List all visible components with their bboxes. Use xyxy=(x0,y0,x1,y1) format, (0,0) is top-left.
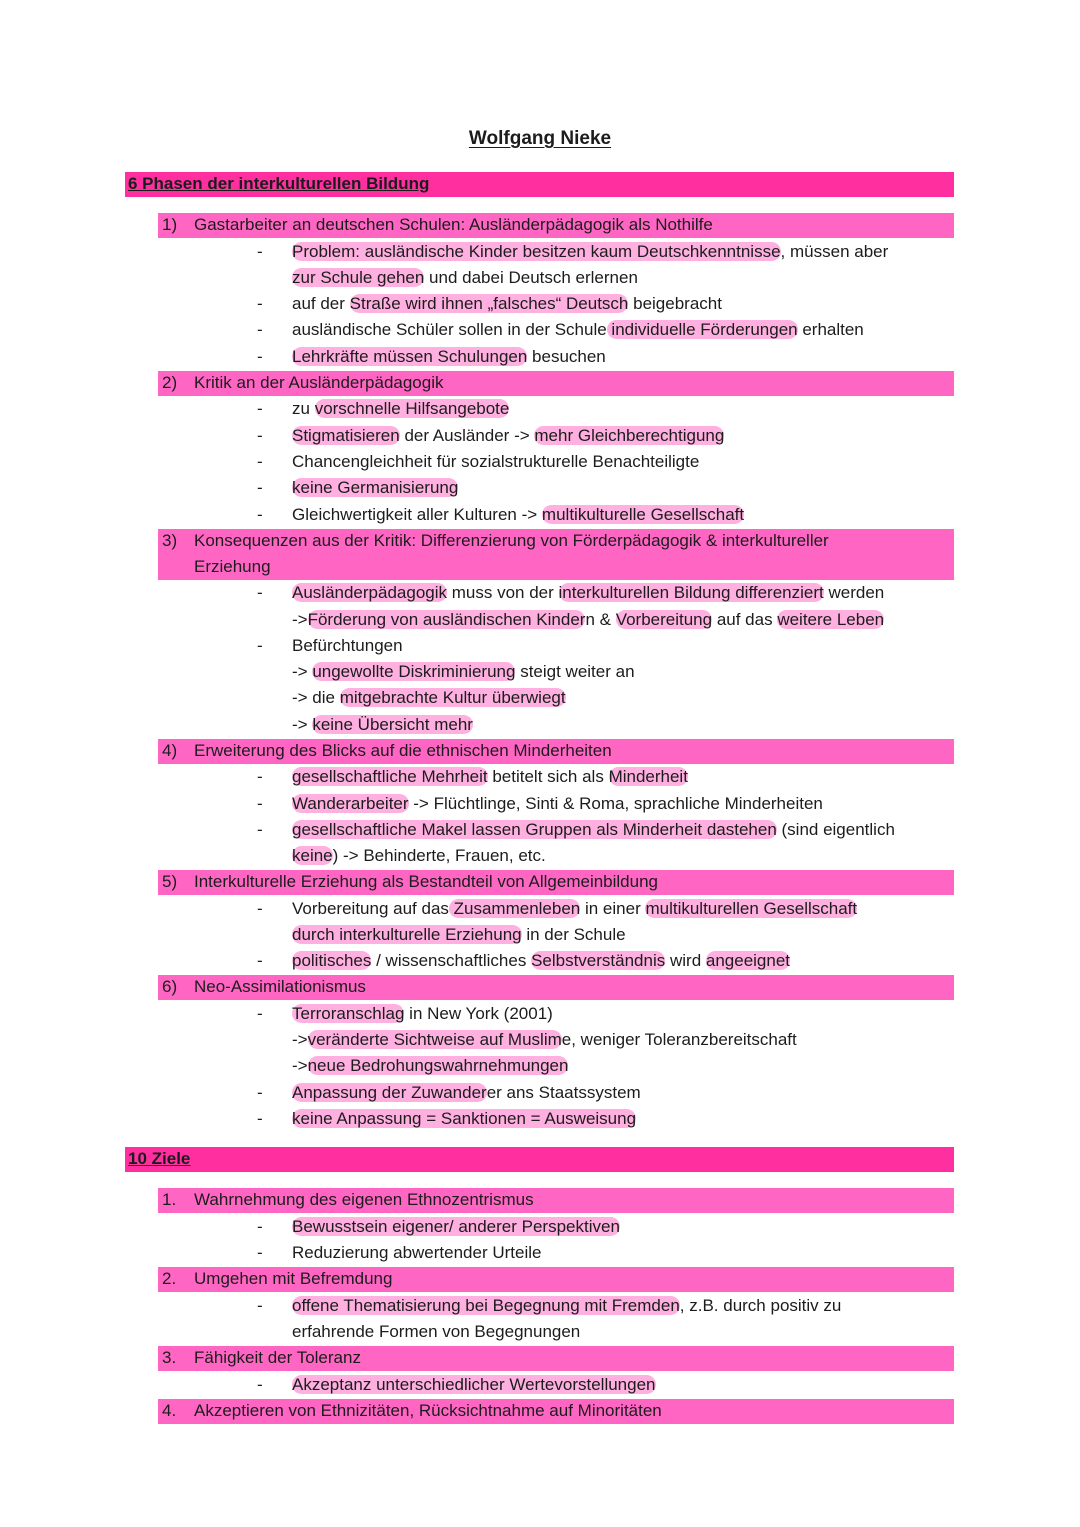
goal-number: 2. xyxy=(162,1269,177,1288)
bullet-item: Ausländerpädagogik muss von der interkulturellen Bildung differenziert werden xyxy=(292,583,885,602)
phase-title: Interkulturelle Erziehung als Bestandteil von Allgemeinbildung xyxy=(194,872,659,891)
bullet-item: politisches / wissenschaftliches Selbstverständnis wird angeeignet xyxy=(292,951,791,970)
bullet-dash: - xyxy=(257,399,263,418)
bullet-item: Problem: ausländische Kinder besitzen kaum Deutschkenntnisse, müssen aber xyxy=(292,242,889,261)
goal-title: Akzeptieren von Ethnizitäten, Rücksichtnahme auf Minoritäten xyxy=(194,1401,662,1420)
bullet-item: Bewusstsein eigener/ anderer Perspektiven xyxy=(292,1217,620,1236)
bullet-dash: - xyxy=(257,636,263,655)
bullet-item: offene Thematisierung bei Begegnung mit Fremden, z.B. durch positiv zu xyxy=(292,1296,842,1315)
phase-number: 1) xyxy=(162,215,178,234)
section-heading: 6 Phasen der interkulturellen Bildung xyxy=(128,174,430,193)
bullet-dash: - xyxy=(257,242,263,261)
bullet-dash: - xyxy=(257,583,263,602)
section-header-phases xyxy=(125,172,954,197)
goal-title: Umgehen mit Befremdung xyxy=(194,1269,393,1288)
phase-number: 6) xyxy=(162,977,178,996)
phase-title: Erweiterung des Blicks auf die ethnischen Minderheiten xyxy=(194,741,612,760)
phase-title: Kritik an der Ausländerpädagogik xyxy=(194,373,444,392)
bullet-dash: - xyxy=(257,478,263,497)
phase-title: Gastarbeiter an deutschen Schulen: Ausländerpädagogik als Nothilfe xyxy=(194,215,713,234)
bullet-item: Terroranschlag in New York (2001) xyxy=(292,1004,553,1023)
goal-number: 4. xyxy=(162,1401,177,1420)
bullet-item: Anpassung der Zuwanderer ans Staatssystem xyxy=(292,1083,641,1102)
bullet-dash: - xyxy=(257,347,263,366)
bullet-dash: - xyxy=(257,1243,263,1262)
goal-title: Fähigkeit der Toleranz xyxy=(194,1348,361,1367)
bullet-dash: - xyxy=(257,505,263,524)
bullet-item: Stigmatisieren der Ausländer -> mehr Gleichberechtigung xyxy=(292,426,725,445)
bullet-dash: - xyxy=(257,951,263,970)
bullet-item: Befürchtungen xyxy=(292,636,403,655)
bullet-item: Akzeptanz unterschiedlicher Wertevorstellungen xyxy=(292,1375,656,1394)
section-heading: 10 Ziele xyxy=(128,1149,191,1168)
section-header-goals xyxy=(125,1147,954,1172)
bullet-dash: - xyxy=(257,820,263,839)
bullet-dash: - xyxy=(257,320,263,339)
phase-title-continuation: Erziehung xyxy=(194,557,271,576)
bullet-continuation: zur Schule gehen und dabei Deutsch erlernen xyxy=(292,268,638,287)
phase-number: 4) xyxy=(162,741,178,760)
bullet-dash: - xyxy=(257,1109,263,1128)
bullet-dash: - xyxy=(257,294,263,313)
goal-number: 1. xyxy=(162,1190,177,1209)
bullet-item: zu vorschnelle Hilfsangebote xyxy=(292,399,510,418)
bullet-item: auf der Straße wird ihnen „falsches“ Deutsch beigebracht xyxy=(292,294,722,313)
bullet-dash: - xyxy=(257,1375,263,1394)
phase-number: 2) xyxy=(162,373,178,392)
bullet-continuation: ->Förderung von ausländischen Kindern & Vorbereitung auf das weitere Leben xyxy=(292,610,885,629)
bullet-dash: - xyxy=(257,452,263,471)
sub-item: ->veränderte Sichtweise auf Muslime, weniger Toleranzbereitschaft xyxy=(292,1030,797,1049)
goal-number: 3. xyxy=(162,1348,177,1367)
bullet-item: Chancengleichheit für sozialstrukturelle Benachteiligte xyxy=(292,452,700,471)
bullet-dash: - xyxy=(257,1296,263,1315)
bullet-dash: - xyxy=(257,794,263,813)
bullet-item: Lehrkräfte müssen Schulungen besuchen xyxy=(292,347,606,366)
bullet-item: gesellschaftliche Mehrheit betitelt sich als Minderheit xyxy=(292,767,688,786)
bullet-item: Gleichwertigkeit aller Kulturen -> multikulturelle Gesellschaft xyxy=(292,505,745,524)
bullet-item: Wanderarbeiter -> Flüchtlinge, Sinti & Roma, sprachliche Minderheiten xyxy=(292,794,823,813)
sub-item: -> die mitgebrachte Kultur überwiegt xyxy=(292,688,566,707)
bullet-dash: - xyxy=(257,899,263,918)
bullet-continuation: erfahrende Formen von Begegnungen xyxy=(292,1322,581,1341)
bullet-continuation: keine) -> Behinderte, Frauen, etc. xyxy=(292,846,546,865)
goal-title: Wahrnehmung des eigenen Ethnozentrismus xyxy=(194,1190,534,1209)
bullet-dash: - xyxy=(257,1004,263,1023)
phase-number: 5) xyxy=(162,872,178,891)
sub-item: -> ungewollte Diskriminierung steigt weiter an xyxy=(292,662,635,681)
sub-item: ->neue Bedrohungswahrnehmungen xyxy=(292,1056,569,1075)
bullet-dash: - xyxy=(257,1083,263,1102)
bullet-item: keine Germanisierung xyxy=(292,478,459,497)
bullet-item: ausländische Schüler sollen in der Schule individuelle Förderungen erhalten xyxy=(292,320,864,339)
phase-title: Neo-Assimilationismus xyxy=(194,977,366,996)
sub-item: -> keine Übersicht mehr xyxy=(292,715,473,734)
bullet-dash: - xyxy=(257,1217,263,1236)
phase-number: 3) xyxy=(162,531,178,550)
bullet-item: gesellschaftliche Makel lassen Gruppen als Minderheit dastehen (sind eigentlich xyxy=(292,820,895,839)
bullet-continuation: durch interkulturelle Erziehung in der Schule xyxy=(292,925,626,944)
phase-title: Konsequenzen aus der Kritik: Differenzierung von Förderpädagogik & interkultureller xyxy=(194,531,829,550)
bullet-item: keine Anpassung = Sanktionen = Ausweisung xyxy=(292,1109,637,1128)
page-title: Wolfgang Nieke xyxy=(468,128,612,149)
bullet-dash: - xyxy=(257,426,263,445)
bullet-dash: - xyxy=(257,767,263,786)
bullet-item: Reduzierung abwertender Urteile xyxy=(292,1243,542,1262)
bullet-item: Vorbereitung auf das Zusammenleben in einer multikulturellen Gesellschaft xyxy=(292,899,858,918)
